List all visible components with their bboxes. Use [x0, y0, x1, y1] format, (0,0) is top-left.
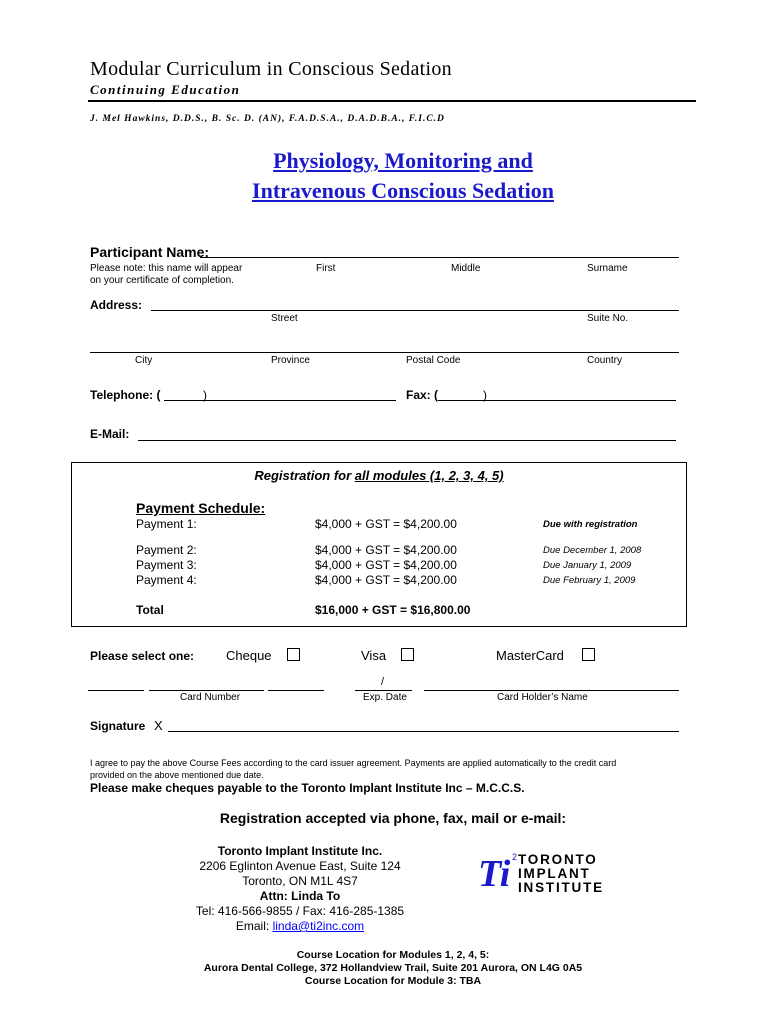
street-caption: Street [271, 313, 298, 324]
course-title-line1: Physiology, Monitoring and [273, 148, 533, 173]
total-amount: $16,000 + GST = $16,800.00 [315, 603, 471, 617]
country-caption: Country [587, 355, 623, 366]
address-field[interactable] [151, 310, 679, 311]
card-number-segment-3[interactable] [268, 690, 324, 691]
cheque-checkbox[interactable] [287, 648, 300, 661]
mastercard-label: MasterCard [496, 648, 564, 663]
contact-email-link[interactable]: linda@ti2inc.com [272, 919, 365, 933]
surname-caption: Surname [587, 263, 628, 274]
first-caption: First [316, 263, 336, 274]
logo-line2: IMPLANT [518, 866, 591, 881]
address-label: Address: [90, 298, 143, 312]
payment-4-amount: $4,000 + GST = $4,200.00 [315, 573, 457, 587]
payment-4-label: Payment 4: [136, 573, 197, 587]
location-line2: Aurora Dental College, 372 Hollandview Trail, Suite 201 Aurora, ON L4G 0A5 [203, 962, 583, 974]
visa-checkbox[interactable] [401, 648, 414, 661]
fax-label: Fax: ( [406, 388, 439, 402]
payment-1-label: Payment 1: [136, 517, 197, 531]
contact-phone: Tel: 416-566-9855 / Fax: 416-285-1385 [195, 904, 405, 918]
province-caption: Province [271, 355, 310, 366]
visa-label: Visa [361, 648, 387, 663]
logo-line3: INSTITUTE [518, 880, 604, 895]
agreement-line1: I agree to pay the above Course Fees according to the card issuer agreement. Payments are applied automatically to the credit card [90, 758, 617, 768]
location-line3: Course Location for Module 3: TBA [304, 975, 482, 987]
payment-schedule-title: Payment Schedule: [136, 500, 266, 516]
header-subtitle: Continuing Education [90, 82, 241, 97]
signature-field[interactable] [168, 731, 679, 732]
payment-3-amount: $4,000 + GST = $4,200.00 [315, 558, 457, 572]
telephone-paren-close: ) [203, 388, 207, 402]
suite-caption: Suite No. [587, 313, 629, 324]
address-line2-field[interactable] [90, 352, 679, 353]
payment-1-amount: $4,000 + GST = $4,200.00 [315, 517, 457, 531]
header-rule [88, 100, 696, 102]
participant-note-line1: Please note: this name will appear [90, 263, 243, 274]
participant-name-field[interactable] [200, 257, 679, 258]
payment-1-due: Due with registration [543, 519, 638, 530]
contact-address2: Toronto, ON M1L 4S7 [242, 874, 358, 888]
logo-superscript: 2 [512, 852, 518, 862]
card-holder-caption: Card Holder’s Name [497, 692, 588, 703]
select-one-label: Please select one: [90, 649, 195, 663]
middle-caption: Middle [451, 263, 481, 274]
fax-field[interactable] [438, 400, 676, 401]
location-line1: Course Location for Modules 1, 2, 4, 5: [296, 949, 490, 961]
contact-heading: Registration accepted via phone, fax, mail or e-mail: [219, 810, 567, 826]
contact-email-line [175, 919, 425, 934]
participant-label: Participant Name: [90, 244, 210, 260]
email-label: E-Mail: [90, 427, 130, 441]
exp-date-field[interactable] [355, 690, 412, 691]
registration-prefix: Registration for [254, 468, 355, 483]
card-number-segment-1[interactable] [88, 690, 144, 691]
participant-note [90, 263, 242, 287]
course-location [0, 949, 770, 988]
registration-heading [71, 468, 687, 483]
logo-line1: TORONTO [518, 852, 598, 867]
agreement-text [90, 757, 690, 781]
contact-org: Toronto Implant Institute Inc. [217, 844, 383, 858]
email-field[interactable] [138, 440, 676, 441]
cheque-label: Cheque [226, 648, 272, 663]
toronto-implant-institute-logo [474, 850, 614, 900]
exp-slash: / [381, 676, 385, 688]
contact-attn: Attn: Linda To [259, 889, 341, 903]
payment-3-label: Payment 3: [136, 558, 197, 572]
signature-x: X [154, 718, 163, 733]
fax-paren-close: ) [483, 388, 487, 402]
card-holder-field[interactable] [424, 690, 679, 691]
course-title-line2: Intravenous Conscious Sedation [252, 178, 554, 203]
card-number-caption: Card Number [180, 692, 241, 703]
participant-note-line2: on your certificate of completion. [90, 275, 234, 286]
contact-email-prefix: Email: [235, 919, 273, 933]
mastercard-checkbox[interactable] [582, 648, 595, 661]
payment-4-due: Due February 1, 2009 [543, 575, 636, 586]
contact-address1: 2206 Eglinton Avenue East, Suite 124 [199, 859, 401, 873]
logo-text [518, 853, 604, 895]
course-title [0, 146, 770, 206]
agreement-line2: provided on the above mentioned due date. [90, 770, 264, 780]
header-title: Modular Curriculum in Conscious Sedation [90, 58, 452, 80]
total-label: Total [136, 603, 164, 617]
payment-2-label: Payment 2: [136, 543, 197, 557]
header-author: J. Mel Hawkins, D.D.S., B. Sc. D. (AN), F.A.D.S.A., D.A.D.B.A., F.I.C.D [90, 114, 445, 124]
exp-date-caption: Exp. Date [363, 692, 407, 703]
cheque-payable-note: Please make cheques payable to the Toronto Implant Institute Inc – M.C.C.S. [90, 781, 525, 795]
contact-block [175, 844, 425, 934]
logo-mark: Ti [478, 853, 511, 895]
card-number-segment-2[interactable] [149, 690, 264, 691]
city-caption: City [135, 355, 153, 366]
registration-emph: all modules (1, 2, 3, 4, 5) [354, 468, 504, 483]
payment-3-due: Due January 1, 2009 [543, 560, 632, 571]
payment-2-due: Due December 1, 2008 [543, 545, 642, 556]
telephone-field[interactable] [164, 400, 396, 401]
payment-2-amount: $4,000 + GST = $4,200.00 [315, 543, 457, 557]
postal-caption: Postal Code [406, 355, 461, 366]
signature-label: Signature [90, 719, 146, 733]
telephone-label: Telephone: ( [90, 388, 161, 402]
